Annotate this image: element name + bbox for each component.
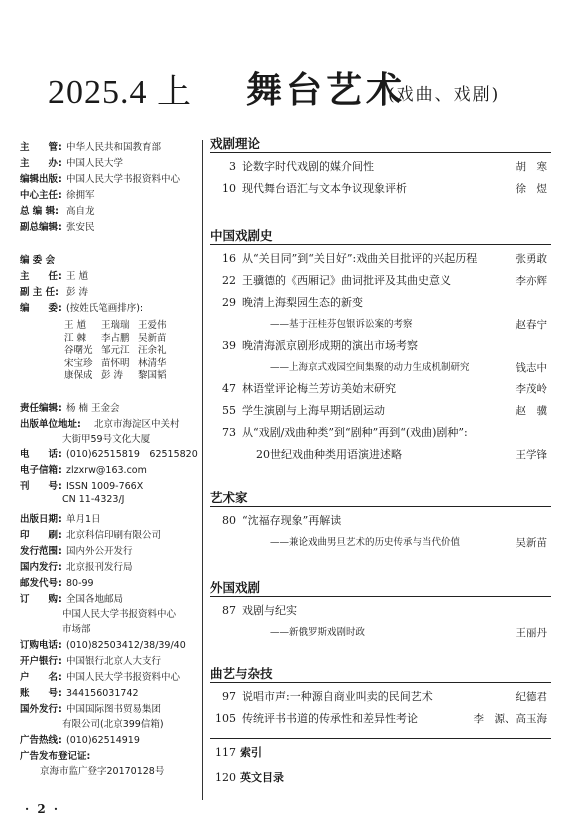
- masthead-row: [20, 403, 120, 415]
- entry-author: 王学锋: [515, 449, 547, 461]
- masthead-value: (010)62514919: [66, 735, 140, 746]
- entry-author: 王丽丹: [515, 627, 547, 639]
- masthead-label: 总 编 辑:: [20, 206, 59, 217]
- masthead-label: 账 号:: [20, 688, 62, 699]
- masthead-label: 印 刷:: [20, 530, 62, 541]
- masthead-row: [20, 206, 95, 218]
- entry-page: 47: [222, 382, 236, 395]
- entry-page: 39: [222, 339, 236, 352]
- masthead-row: [20, 303, 143, 315]
- toc-section: [210, 226, 551, 461]
- masthead-row: 大街甲59号文化大厦: [62, 434, 151, 445]
- entry-page: 3: [229, 160, 236, 173]
- masthead-value: 中华人民共和国教育部: [66, 142, 162, 153]
- masthead-value: 单月1日: [66, 514, 101, 525]
- masthead-label: 副 主 任:: [20, 287, 59, 298]
- entry-author: 徐 煜: [515, 183, 547, 195]
- member-name: 邹元江: [101, 345, 130, 356]
- masthead-row: [20, 481, 143, 493]
- page-number: · 2 ·: [25, 802, 61, 816]
- member-name: 彭 涛: [101, 370, 124, 381]
- masthead-label: 主 办:: [20, 158, 62, 169]
- masthead-value: (010)82503412/38/39/40: [66, 640, 186, 651]
- masthead-value: 徐拥军: [66, 190, 95, 201]
- entry-title: 戏剧与纪实: [242, 604, 297, 617]
- masthead-value: zlzxrw@163.com: [66, 465, 147, 476]
- entry-title: 林语堂评论梅兰芳访美始末研究: [242, 382, 396, 395]
- member-name: 江 棘: [64, 332, 87, 344]
- toc-section: [210, 578, 551, 639]
- masthead-value: 中国人民大学书报资料中心: [66, 174, 181, 185]
- masthead-label: 主 任:: [20, 271, 62, 282]
- entry-page: 55: [222, 404, 236, 417]
- journal-subtitle: (戏曲、戏剧): [388, 85, 501, 105]
- toc-section: [210, 488, 551, 549]
- masthead-value: 王 馗: [66, 271, 89, 282]
- entry-page: 117: [215, 746, 236, 759]
- entry-page: 73: [222, 426, 236, 439]
- entry-page: 105: [215, 712, 236, 725]
- masthead-row: [20, 704, 161, 716]
- member-name: 谷曙光: [64, 345, 93, 356]
- section-heading: 戏剧理论: [210, 134, 551, 153]
- masthead-value: 中国国际图书贸易集团: [66, 704, 162, 715]
- masthead-label: 订 购:: [20, 594, 62, 605]
- masthead-value: ISSN 1009-766X: [66, 481, 144, 492]
- member-name: 王 馗: [64, 320, 87, 331]
- masthead-value: 344156031742: [66, 688, 139, 699]
- column-divider: [202, 140, 203, 800]
- committee-members: [64, 320, 184, 383]
- masthead-row: [20, 142, 161, 154]
- masthead-label: 编辑出版:: [20, 174, 62, 185]
- masthead-label: 国外发行:: [20, 704, 62, 715]
- entry-title: 从“戏剧/戏曲种类”到“剧种”再到“(戏曲)剧种”:: [242, 426, 468, 439]
- entry-page: 10: [222, 182, 236, 195]
- masthead-row: [20, 578, 94, 590]
- masthead-label: 发行范围:: [20, 546, 62, 557]
- masthead-value: 彭 涛: [66, 287, 89, 298]
- entry-author: 吴新苗: [515, 537, 547, 549]
- member-name: 宋宝珍: [64, 357, 93, 369]
- member-name: 林清华: [138, 357, 167, 369]
- entry-title-continued: 20世纪戏曲种类用语演进述略: [256, 448, 402, 461]
- masthead-row: [20, 735, 140, 747]
- masthead-row: 京海市监广登字20170128号: [40, 766, 165, 777]
- masthead-label: 副总编辑:: [20, 222, 62, 233]
- masthead-row: [20, 656, 161, 668]
- masthead-row: CN 11-4323/J: [62, 494, 125, 505]
- masthead-value: 国内外公开发行: [66, 546, 133, 557]
- masthead-value: (010)62515819 62515820: [66, 449, 198, 460]
- member-name: 汪余礼: [138, 345, 167, 356]
- entry-title: 王骥德的《西厢记》曲词批评及其曲史意义: [242, 274, 451, 287]
- entry-author: 纪德君: [515, 691, 547, 703]
- masthead-row: [20, 751, 94, 763]
- masthead-value: (按姓氏笔画排序):: [66, 303, 144, 314]
- masthead-value: 中国人民大学: [66, 158, 124, 169]
- masthead-value: 高自龙: [66, 206, 95, 217]
- entry-title: “沈福存现象”再解读: [242, 514, 342, 527]
- entry-subtitle: ——基于汪桂芬包银诉讼案的考察: [270, 319, 413, 330]
- masthead-label: 出版日期:: [20, 514, 62, 525]
- section-heading: 外国戏剧: [210, 578, 551, 597]
- entry-page: 16: [222, 252, 236, 265]
- masthead-label: 电 话:: [20, 449, 62, 460]
- journal-title: 舞台艺术: [246, 70, 407, 111]
- masthead-label: 电子信箱:: [20, 465, 62, 476]
- masthead-value: 北京科信印刷有限公司: [66, 530, 162, 541]
- entry-author: 赵 骥: [515, 405, 547, 417]
- masthead-value: 中国人民大学书报资料中心: [66, 672, 181, 683]
- masthead-row: [20, 158, 123, 170]
- masthead-row: [20, 287, 88, 299]
- entry-title: 晚清上海梨园生态的新变: [242, 296, 363, 309]
- masthead-row: [20, 640, 186, 652]
- masthead-row: 中国人民大学书报资料中心: [62, 609, 177, 620]
- entry-author: 李 源、高玉海: [473, 713, 547, 725]
- member-name: 吴新苗: [138, 332, 167, 344]
- entry-title: 学生演剧与上海早期话剧运动: [242, 404, 385, 417]
- masthead-label: 户 名:: [20, 672, 62, 683]
- entry-subtitle: ——新俄罗斯戏剧时政: [270, 627, 366, 638]
- masthead-label: 出版单位地址:: [20, 419, 81, 430]
- masthead-row: [20, 271, 88, 283]
- entry-title: 从“关目同”到“关目好”:戏曲关目批评的兴起历程: [242, 252, 478, 265]
- masthead-value: 80-99: [66, 578, 94, 589]
- member-name: 王瑞瑞: [101, 320, 130, 331]
- toc-section: [210, 134, 551, 195]
- masthead-row: [20, 174, 180, 186]
- entry-author: 钱志中: [515, 362, 547, 374]
- masthead-row: [20, 419, 180, 431]
- entry-page: 29: [222, 296, 236, 309]
- section-heading: 中国戏剧史: [210, 226, 551, 245]
- masthead-row: [20, 688, 139, 700]
- entry-author: 李茂岭: [515, 383, 547, 395]
- masthead-value: 张安民: [66, 222, 95, 233]
- masthead-label: 主 管:: [20, 142, 62, 153]
- entry-page: 87: [222, 604, 236, 617]
- entry-subtitle: ——上海京式戏园空间集聚的动力生成机制研究: [270, 362, 470, 373]
- masthead-label: 开户银行:: [20, 656, 62, 667]
- member-name: 康保成: [64, 370, 93, 381]
- entry-subtitle: ——兼论戏曲男旦艺术的历史传承与当代价值: [270, 537, 461, 548]
- masthead-value: 北京市海淀区中关村: [94, 419, 180, 430]
- masthead-row: [20, 672, 180, 684]
- masthead-label: 编 委:: [20, 303, 62, 314]
- entry-page: 97: [222, 690, 236, 703]
- committee-heading: 编 委 会: [20, 255, 56, 266]
- member-name: 李占鹏: [101, 332, 130, 344]
- masthead-value: 全国各地邮局: [66, 594, 124, 605]
- masthead-label: 责任编辑:: [20, 403, 62, 414]
- entry-author: 李亦辉: [515, 275, 547, 287]
- member-name: 黎国韬: [138, 370, 167, 381]
- entry-title: 现代舞台语汇与文本争议现象评析: [242, 182, 407, 195]
- entry-title: 说唱市声:一种源自商业叫卖的民间艺术: [242, 690, 433, 703]
- masthead-row: [20, 562, 133, 574]
- entry-title: 英文目录: [240, 771, 284, 784]
- masthead-row: [20, 594, 123, 606]
- member-name: 苗怀明: [101, 357, 130, 369]
- masthead-value: 杨 楠 王金会: [66, 403, 120, 414]
- divider: [210, 738, 551, 739]
- entry-title: 索引: [240, 746, 262, 759]
- entry-author: 张勇敢: [515, 253, 547, 265]
- masthead-row: [20, 530, 161, 542]
- entry-page: 22: [222, 274, 236, 287]
- entry-title: 论数字时代戏剧的媒介间性: [242, 160, 374, 173]
- masthead-row: [20, 546, 133, 558]
- masthead-value: 中国银行北京人大支行: [66, 656, 162, 667]
- issue-number: 2025.4 上: [48, 74, 192, 111]
- masthead-label: 广告热线:: [20, 735, 62, 746]
- member-name: 王爱伟: [138, 320, 167, 331]
- masthead-row: [20, 465, 147, 477]
- entry-title: 传统评书书道的传承性和差异性考论: [242, 712, 418, 725]
- masthead-value: 北京报刊发行局: [66, 562, 133, 573]
- masthead-row: 市场部: [62, 624, 91, 635]
- section-heading: 曲艺与杂技: [210, 664, 551, 683]
- masthead-label: 刊 号:: [20, 481, 62, 492]
- masthead-row: [20, 190, 95, 202]
- masthead-label: 中心主任:: [20, 190, 62, 201]
- entry-author: 胡 寒: [515, 161, 547, 173]
- masthead-label: 国内发行:: [20, 562, 62, 573]
- masthead-row: [20, 449, 198, 461]
- masthead-row: [20, 514, 101, 526]
- masthead-label: 广告发布登记证:: [20, 751, 91, 762]
- masthead-label: 订购电话:: [20, 640, 62, 651]
- masthead-label: 邮发代号:: [20, 578, 62, 589]
- masthead-row: [20, 222, 95, 234]
- entry-author: 赵春宁: [515, 319, 547, 331]
- entry-page: 80: [222, 514, 236, 527]
- entry-title: 晚清海派京剧形成期的演出市场考察: [242, 339, 418, 352]
- masthead-row: 有限公司(北京399信箱): [62, 719, 164, 730]
- toc-section: [210, 664, 551, 725]
- section-heading: 艺术家: [210, 488, 551, 507]
- entry-page: 120: [215, 771, 236, 784]
